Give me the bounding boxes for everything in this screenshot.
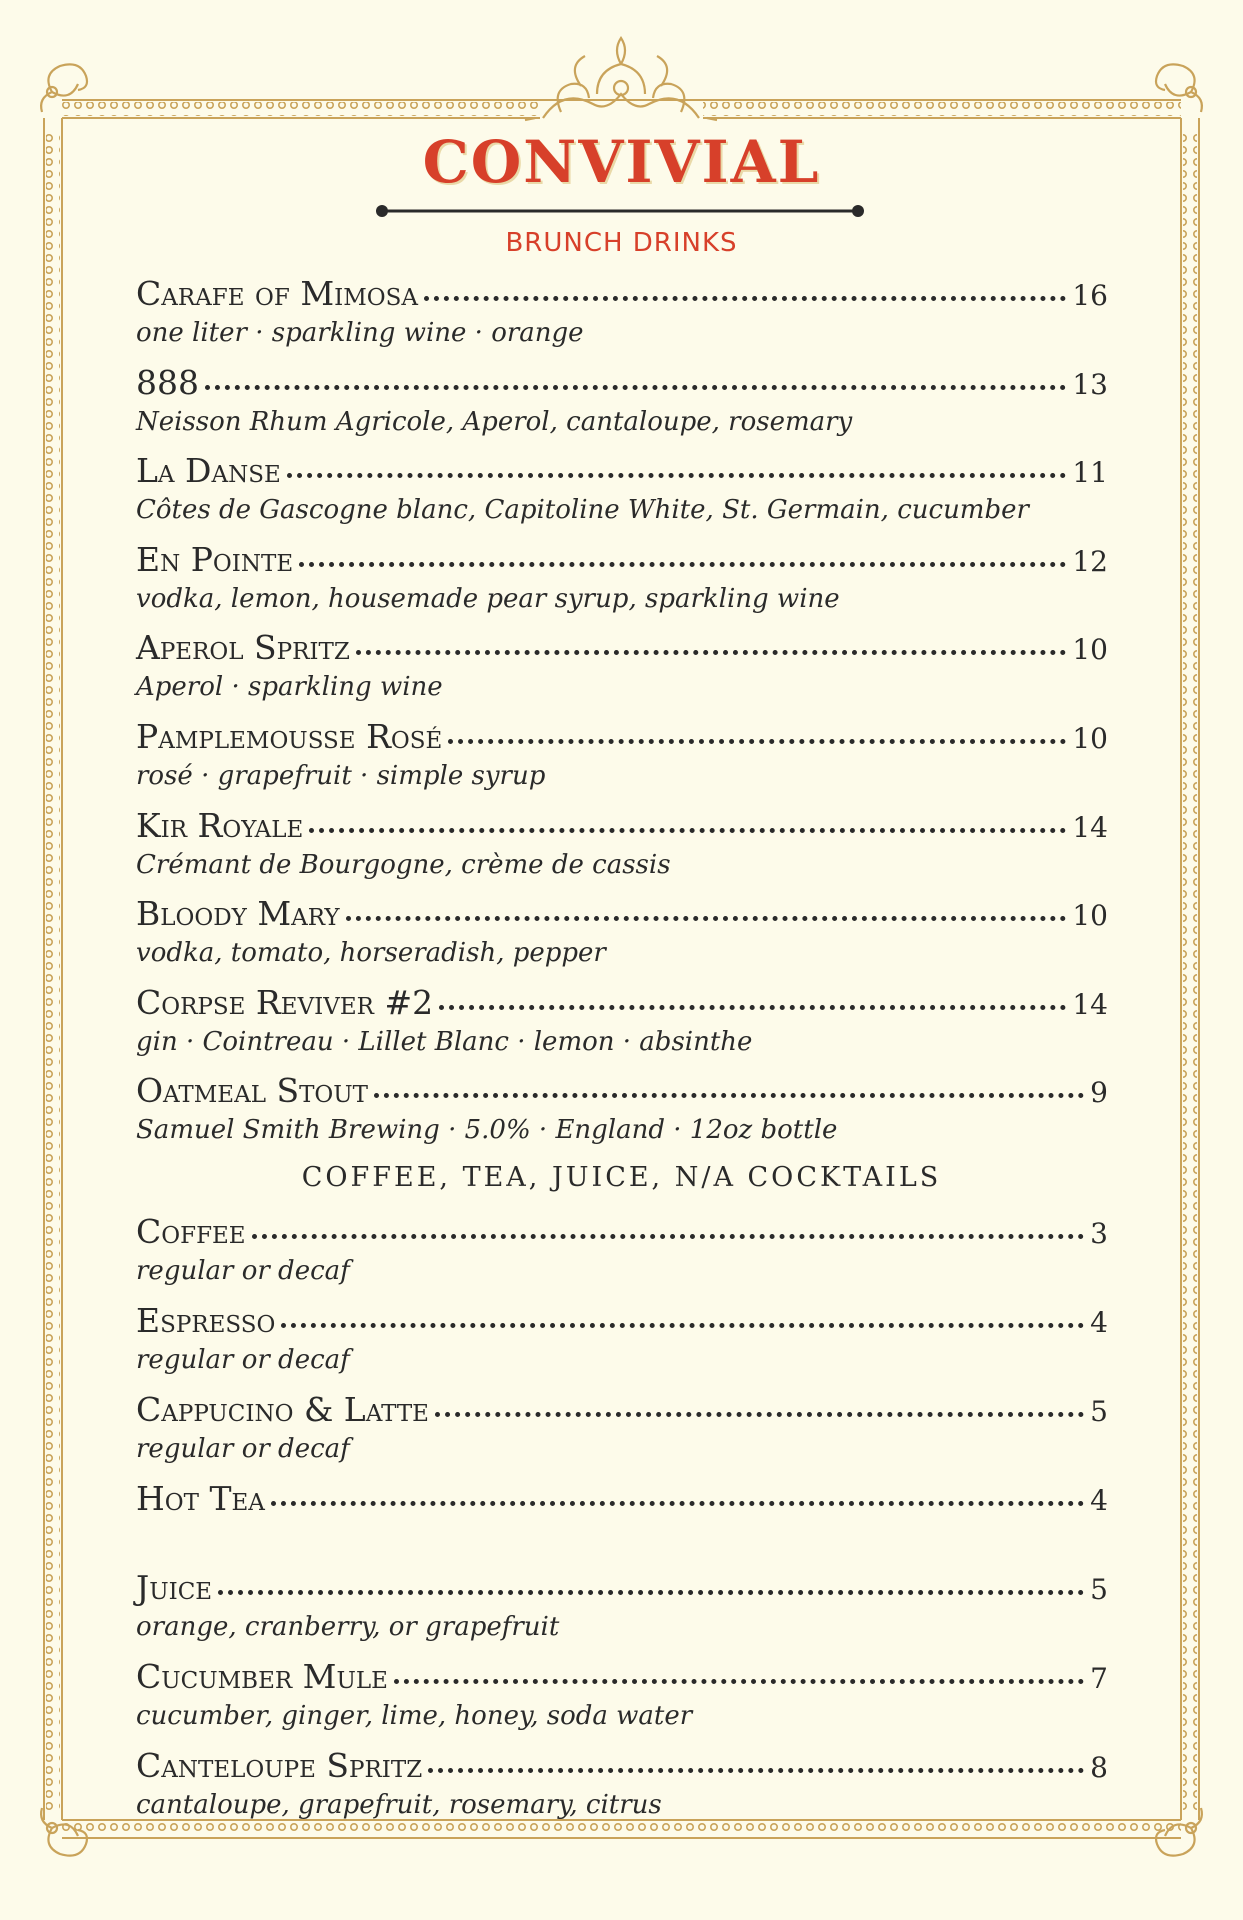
menu-item-name: En Pointe: [136, 539, 294, 579]
menu-item-line: [136, 361, 1108, 405]
menu-item-name: Oatmeal Stout: [136, 1071, 368, 1111]
dot-leader: [435, 1412, 1084, 1417]
menu-item-description: regular or decaf: [136, 1345, 350, 1375]
dot-leader: [439, 1005, 1066, 1010]
menu-item-line: [136, 1299, 1108, 1343]
menu-item-line: [136, 1566, 1108, 1610]
menu-item-name: Canteloupe Spritz: [136, 1746, 423, 1785]
menu-item: [136, 715, 1108, 793]
menu-item-name: Carafe of Mimosa: [136, 274, 418, 313]
menu-item-name: 888: [136, 362, 199, 402]
menu-item-description: cucumber, ginger, lime, honey, soda water: [136, 1701, 693, 1731]
menu-item-description: vodka, tomato, horseradish, pepper: [136, 938, 606, 969]
menu-item-name: Pamplemousse Rosé: [136, 717, 443, 756]
menu-item: [136, 1299, 1108, 1377]
menu-item-description: orange, cranberry, or grapefruit: [136, 1612, 560, 1642]
menu-item-price: 5: [1090, 1573, 1108, 1606]
dot-leader: [448, 739, 1066, 744]
menu-item-price: 10: [1072, 633, 1108, 667]
menu-item-price: 5: [1090, 1395, 1108, 1428]
menu-item-name: Hot Tea: [136, 1479, 265, 1518]
menu-item-line: [136, 1655, 1108, 1699]
menu-item-line: [136, 715, 1108, 759]
menu-item-line: [136, 538, 1108, 582]
menu-item-name: La Danse: [136, 451, 281, 491]
menu-item-price: 7: [1090, 1662, 1108, 1695]
menu-item-line: [136, 1388, 1108, 1432]
menu-item: [136, 981, 1108, 1059]
menu-item-line: [136, 1069, 1108, 1113]
dot-leader: [281, 1323, 1084, 1328]
menu-item-name: Corpse Reviver #2: [136, 982, 434, 1022]
menu-item-description: vodka, lemon, housemade pear syrup, sparkling wine: [136, 583, 840, 614]
menu-item: [136, 1477, 1108, 1521]
menu-item-line: [136, 449, 1108, 493]
menu-item-price: 16: [1072, 279, 1108, 312]
menu-item-price: 9: [1090, 1076, 1108, 1110]
menu-item: [136, 361, 1108, 439]
dot-leader: [346, 916, 1067, 921]
menu-item-price: 14: [1072, 987, 1108, 1021]
menu-item-line: [136, 804, 1108, 848]
menu-item: [136, 1655, 1108, 1733]
menu-item: [136, 1744, 1108, 1822]
menu-item-name: Coffee: [136, 1212, 246, 1251]
menu-item-line: [136, 1744, 1108, 1788]
menu-item: [136, 538, 1108, 616]
menu-item-line: [136, 892, 1108, 936]
menu-item-name: Espresso: [136, 1301, 276, 1340]
menu-item: [136, 892, 1108, 970]
menu-item-description: Neisson Rhum Agricole, Aperol, cantaloupe, rosemary: [136, 406, 853, 437]
menu-item: [136, 1388, 1108, 1466]
menu-item: [136, 804, 1108, 882]
dot-leader: [252, 1234, 1085, 1239]
menu-item-price: 4: [1090, 1484, 1108, 1517]
menu-item-name: Cappucino & Latte: [136, 1390, 429, 1429]
menu-item-name: Bloody Mary: [136, 894, 340, 934]
menu-item-line: [136, 626, 1108, 670]
menu-item-price: 10: [1072, 899, 1108, 933]
menu-item-name: Kir Royale: [136, 805, 304, 845]
menu-subtitle: BRUNCH DRINKS: [505, 228, 738, 258]
menu-item-price: 8: [1090, 1751, 1108, 1784]
menu-item: [136, 272, 1108, 350]
menu-item-price: 4: [1090, 1306, 1108, 1339]
section-heading-coffee: COFFEE, TEA, JUICE, N/A COCKTAILS: [301, 1162, 942, 1193]
menu-item-price: 13: [1072, 367, 1108, 401]
restaurant-title: CONVIVIAL: [422, 128, 821, 196]
menu-item-price: 3: [1090, 1217, 1108, 1250]
menu-item-line: [136, 981, 1108, 1025]
title-divider: [376, 204, 864, 218]
dot-leader: [218, 1590, 1084, 1595]
menu-item-price: 10: [1072, 722, 1108, 755]
dot-leader: [299, 562, 1066, 567]
menu-item-description: Côtes de Gascogne blanc, Capitoline White, St. Germain, cucumber: [136, 495, 1029, 526]
menu-item: [136, 1069, 1108, 1147]
dot-leader: [287, 473, 1067, 478]
menu-item-price: 14: [1072, 810, 1108, 844]
menu-item: [136, 449, 1108, 527]
menu-item-description: regular or decaf: [136, 1256, 350, 1286]
menu-item-name: Aperol Spritz: [136, 628, 350, 668]
menu-item-line: [136, 272, 1108, 316]
menu-item-line: [136, 1477, 1108, 1521]
dot-leader: [428, 1768, 1084, 1773]
dot-leader: [271, 1501, 1084, 1506]
menu-item: [136, 1210, 1108, 1288]
menu-item-description: regular or decaf: [136, 1434, 350, 1464]
menu-item-description: one liter · sparkling wine · orange: [136, 318, 584, 348]
dot-leader: [356, 650, 1067, 655]
menu-item-description: cantaloupe, grapefruit, rosemary, citrus: [136, 1790, 662, 1820]
dot-leader: [424, 296, 1066, 301]
menu-item-description: Crémant de Bourgogne, crème de cassis: [136, 849, 671, 880]
menu-item-price: 11: [1072, 456, 1108, 490]
menu-item-description: Aperol · sparkling wine: [136, 672, 443, 703]
menu-item-name: Juice: [136, 1568, 213, 1607]
menu-item: [136, 1566, 1108, 1644]
menu-item-line: [136, 1210, 1108, 1254]
dot-leader: [394, 1679, 1084, 1684]
dot-leader: [374, 1093, 1084, 1098]
menu-item-description: gin · Cointreau · Lillet Blanc · lemon · absinthe: [136, 1026, 753, 1057]
menu-item-name: Cucumber Mule: [136, 1657, 388, 1696]
menu-item-price: 12: [1072, 544, 1108, 578]
menu-item-description: Samuel Smith Brewing · 5.0% · England · 12oz bottle: [136, 1115, 838, 1146]
dot-leader: [309, 828, 1066, 833]
dot-leader: [205, 385, 1066, 390]
menu-item: [136, 626, 1108, 704]
menu-item-description: rosé · grapefruit · simple syrup: [136, 761, 546, 791]
